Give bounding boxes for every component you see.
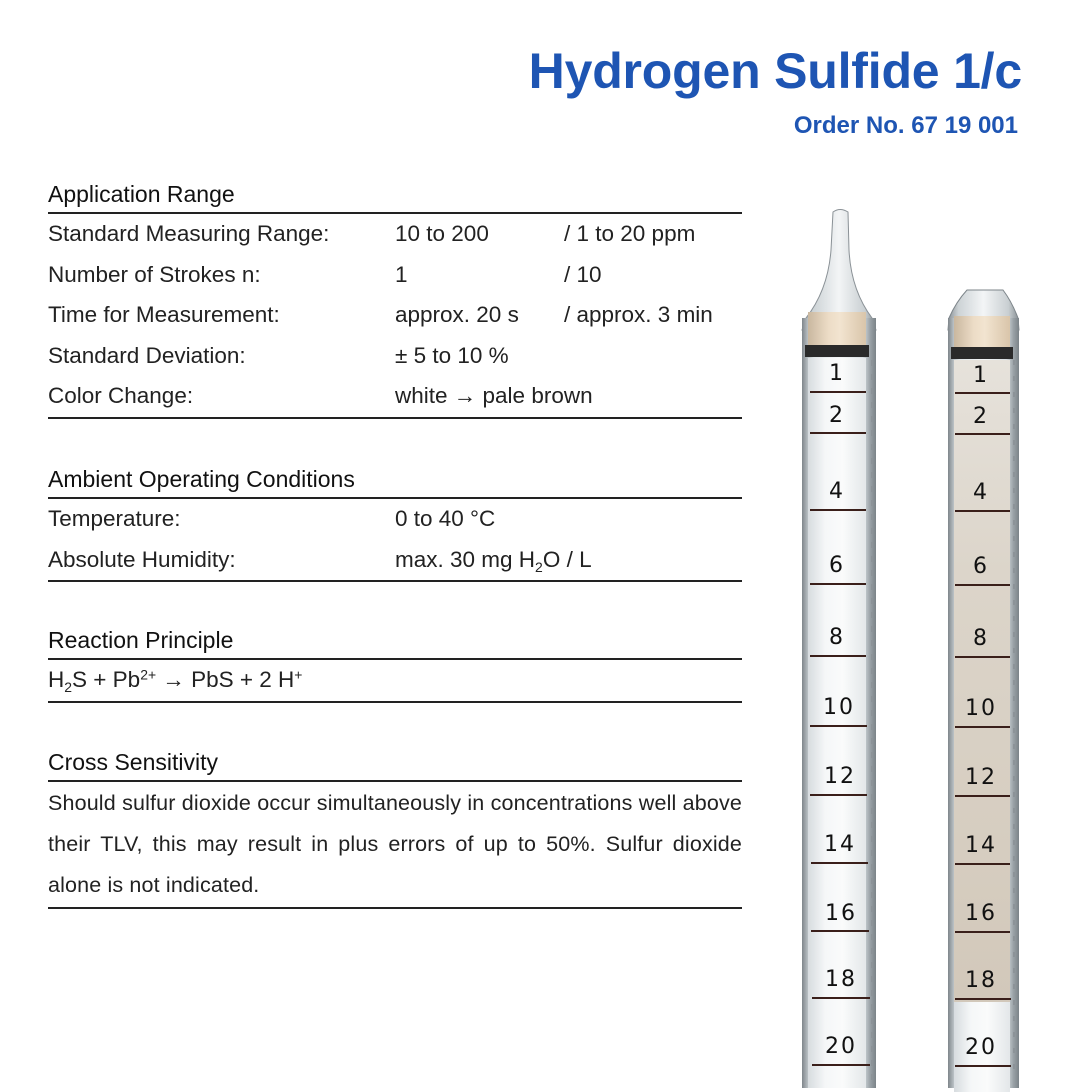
row-value: 0 to 40 °C bbox=[395, 506, 496, 531]
scale-label: 16 bbox=[825, 901, 857, 926]
section-heading: Ambient Operating Conditions bbox=[48, 461, 742, 499]
scale-label: 18 bbox=[965, 968, 997, 993]
scale-tick bbox=[955, 433, 1010, 435]
scale-label: 2 bbox=[829, 403, 845, 428]
scale-tick bbox=[955, 863, 1010, 865]
scale-label: 2 bbox=[973, 404, 989, 429]
scale-label: 18 bbox=[825, 967, 857, 992]
scale-label: 12 bbox=[965, 765, 997, 790]
row-label: Time for Measurement: bbox=[48, 302, 280, 327]
scale-tick bbox=[955, 584, 1010, 586]
scale-tick bbox=[955, 998, 1011, 1000]
subscript: 2 bbox=[535, 558, 543, 575]
row-label: Temperature: bbox=[48, 506, 181, 531]
scale-label: 6 bbox=[973, 554, 989, 579]
product-title: Hydrogen Sulfide 1/c bbox=[528, 43, 1022, 99]
row-label: Standard Measuring Range: bbox=[48, 221, 330, 246]
scale-tick bbox=[955, 931, 1010, 933]
scale-tick bbox=[955, 726, 1010, 728]
scale-label: 1 bbox=[973, 363, 989, 388]
value-text: max. 30 mg H bbox=[395, 546, 536, 572]
subscript: 2 bbox=[64, 678, 73, 695]
scale-label: 4 bbox=[973, 480, 989, 505]
row-value: white → pale brown bbox=[395, 383, 593, 408]
superscript: 2+ bbox=[140, 666, 157, 683]
eq-part: S + Pb bbox=[72, 667, 141, 692]
scale-label: 12 bbox=[824, 764, 856, 789]
cross-sensitivity-text: Should sulfur dioxide occur simultaneously in concentrations well above their TLV, this may result in plus errors of up to 50%. Sulfur dioxide alone is not indicated. bbox=[48, 791, 742, 897]
scale-tick bbox=[955, 795, 1010, 797]
row-value: 1 bbox=[395, 261, 408, 287]
scale-tick bbox=[955, 510, 1010, 512]
row-label: Absolute Humidity: bbox=[48, 546, 236, 572]
eq-part: → PbS + 2 H bbox=[156, 667, 295, 692]
scale-tick bbox=[955, 656, 1010, 658]
scale-label: 4 bbox=[829, 479, 845, 504]
section-heading: Application Range bbox=[48, 176, 742, 214]
row-value: approx. 20 s bbox=[395, 302, 519, 327]
scale-label: 10 bbox=[965, 696, 997, 721]
scale-label: 14 bbox=[965, 833, 997, 858]
tube-black-band bbox=[951, 347, 1013, 359]
scale-label: 16 bbox=[965, 901, 997, 926]
scale-label: 14 bbox=[824, 832, 856, 857]
row-label: Number of Strokes n: bbox=[48, 261, 261, 287]
section-heading: Cross Sensitivity bbox=[48, 744, 742, 782]
row-label: Standard Deviation: bbox=[48, 342, 246, 368]
order-number: Order No. 67 19 001 bbox=[793, 112, 1018, 139]
scale-label: 6 bbox=[829, 553, 845, 578]
section-heading: Reaction Principle bbox=[48, 622, 742, 660]
scale-tick bbox=[955, 1065, 1011, 1067]
scale-tick bbox=[955, 392, 1010, 394]
scale-label: 8 bbox=[829, 625, 845, 650]
row-value: ± 5 to 10 % bbox=[395, 342, 509, 368]
row-value-alt: / approx. 3 min bbox=[564, 302, 713, 327]
scale-label: 8 bbox=[973, 626, 989, 651]
scale-label: 20 bbox=[965, 1035, 997, 1060]
tube-plug bbox=[954, 316, 1010, 347]
eq-part: H bbox=[48, 667, 65, 692]
scale-label: 20 bbox=[825, 1034, 857, 1059]
superscript: + bbox=[294, 666, 303, 683]
value-text: O / L bbox=[542, 546, 592, 572]
scale-label: 1 bbox=[829, 361, 845, 386]
row-value-alt: / 1 to 20 ppm bbox=[564, 221, 696, 246]
row-label: Color Change: bbox=[48, 383, 194, 408]
scale-label: 10 bbox=[823, 695, 855, 720]
row-value: 10 to 200 bbox=[395, 221, 489, 246]
side-scale-marks bbox=[1013, 360, 1015, 1080]
row-value-alt: / 10 bbox=[564, 261, 602, 287]
